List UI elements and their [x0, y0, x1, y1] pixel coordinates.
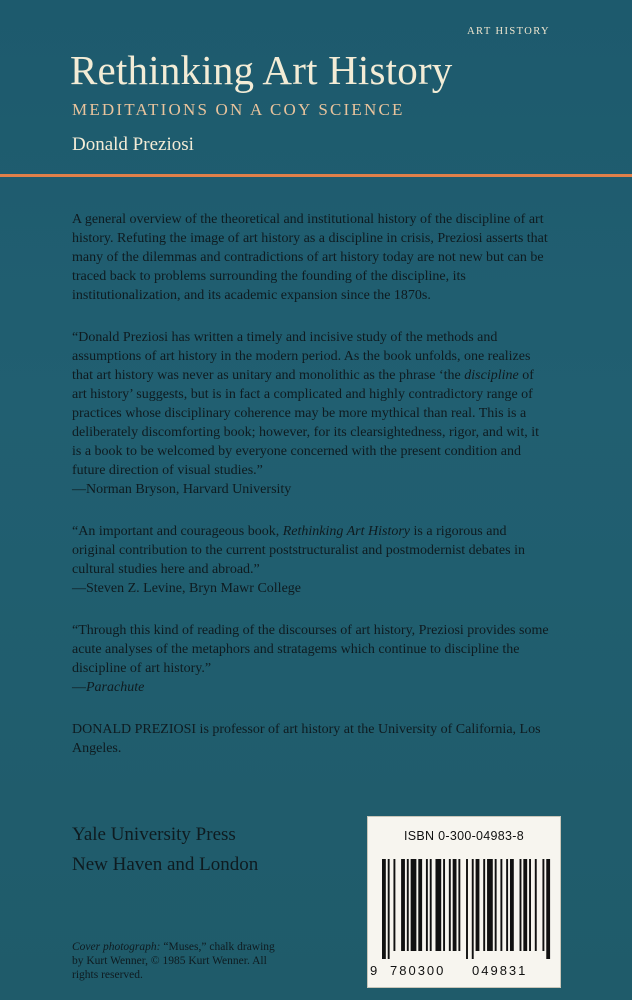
barcode-digit-first: 9	[370, 963, 378, 978]
credit-label: Cover photograph:	[72, 941, 161, 953]
orange-divider	[0, 174, 632, 177]
barcode-digit-group1: 780300	[390, 963, 446, 978]
quote-levine	[72, 522, 550, 598]
publisher-location: New Haven and London	[72, 854, 259, 875]
attribution-dash: —	[72, 680, 86, 695]
quote-text: “An important and courageous book,	[72, 524, 283, 539]
publisher-name: Yale University Press	[72, 824, 236, 845]
author-bio: DONALD PREZIOSI is professor of art history at the University of California, Los Angeles.	[72, 722, 541, 756]
quote-attribution	[72, 678, 550, 697]
quote-parachute	[72, 621, 550, 697]
cover-credit	[72, 940, 282, 982]
quote-text: is a rigorous and original contribution to the current poststructuralist and postmodernist debates in cultural studies here and abroad.”	[72, 524, 525, 577]
barcode-icon	[382, 859, 552, 959]
credit-text: “Muses,” chalk drawing by Kurt Wenner, © 1985 Kurt Wenner. All rights reserved.	[72, 941, 275, 981]
category-label: ART HISTORY	[467, 26, 550, 37]
description-paragraph: A general overview of the theoretical and institutional history of the discipline of art history. Refuting the image of art history as a discipline in crisis, Preziosi asserts that many of the dilemmas and contradictions of art history today are not new but can be traced back to problems surrounding the founding of the discipline, its institutionalization, and its academic expansion since the 1870s.	[72, 212, 548, 303]
quote-text: of art history’ suggests, but is in fact a complicated and highly contradictory range of practices whose disciplinary coherence may be more mythical than real. This is a deliberately discomforting book; however, for its clearsightedness, rigor, and wit, it is a book to be welcomed by everyone concerned with the present condition and future direction of visual studies.”	[72, 368, 539, 478]
quote-bryson	[72, 328, 550, 499]
quote-text: “Donald Preziosi has written a timely and incisive study of the methods and assumptions of art history in the modern period. As the book unfolds, one realizes that art history was never as unitary and monolithic as the phrase ‘the	[72, 330, 531, 383]
quote-attribution: —Steven Z. Levine, Bryn Mawr College	[72, 581, 302, 596]
quote-attribution: —Norman Bryson, Harvard University	[72, 482, 292, 497]
quote-emphasis: Rethinking Art History	[282, 524, 411, 539]
isbn-label: ISBN 0-300-04983-8	[403, 829, 525, 843]
isbn-barcode-box	[367, 816, 561, 988]
attribution-source: Parachute	[86, 680, 145, 695]
publisher-block	[72, 820, 258, 880]
book-subtitle: MEDITATIONS ON A COY SCIENCE	[72, 100, 405, 119]
quote-emphasis: discipline	[464, 368, 519, 383]
quote-text: “Through this kind of reading of the discourses of art history, Preziosi provides some acute analyses of the metaphors and stratagems which continue to discipline the discipline of art history.”	[72, 623, 549, 676]
back-cover-text	[72, 210, 550, 781]
book-title: Rethinking Art History	[70, 47, 453, 93]
barcode-digit-group2: 049831	[472, 963, 528, 978]
book-author: Donald Preziosi	[72, 134, 194, 155]
